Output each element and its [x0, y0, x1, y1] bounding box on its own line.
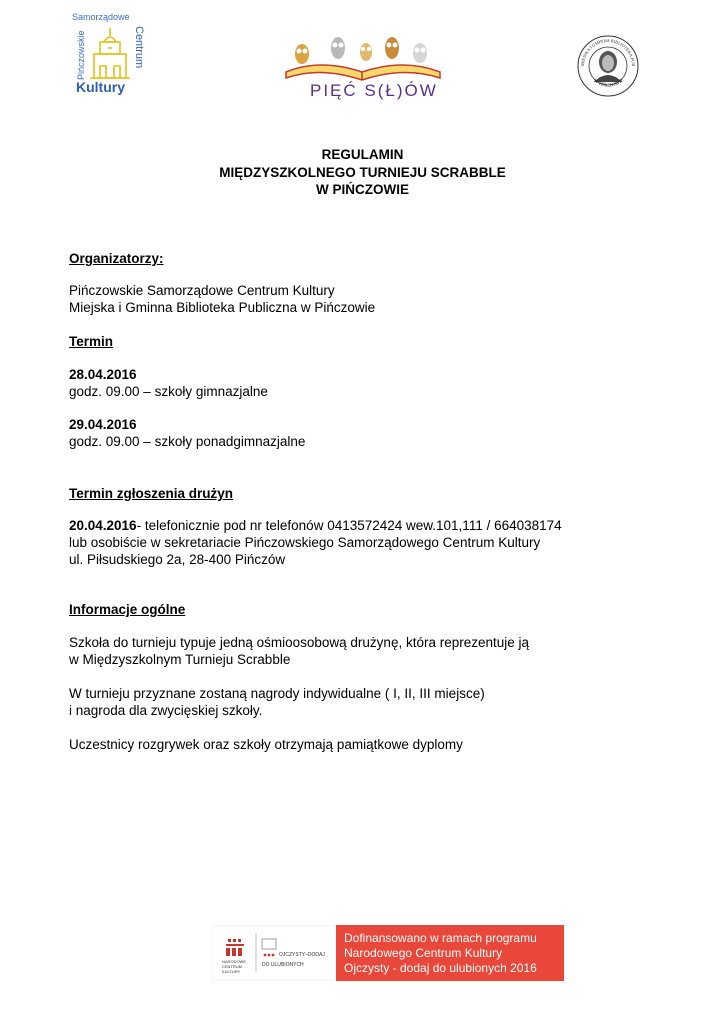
ojczysty-label-1: OJCZYSTY–DODAJ: [279, 952, 325, 958]
organizers-heading: Organizatorzy:: [69, 251, 164, 266]
logo-text-pinczowskie: Pińczowskie: [76, 30, 86, 80]
general-p1-line-2: w Międzyszkolnym Turnieju Scrabble: [69, 652, 291, 667]
logo-text-centrum: Centrum: [133, 26, 145, 69]
term-desc-2: godz. 09.00 – szkoły ponadgimnazjalne: [69, 434, 306, 449]
funding-banner: [212, 925, 564, 981]
term-heading: Termin: [69, 334, 114, 349]
title-line-2: MIĘDZYSZKOLNEGO TURNIEJU SCRABBLE: [219, 165, 506, 180]
general-p1-line-1: Szkoła do turnieju typuje jedną ośmioosobową drużynę, która reprezentuje ją: [69, 635, 530, 650]
title-line-3: W PIŃCZOWIE: [316, 182, 409, 197]
stamp-text-top: MIEJSKA I GMINNA BIBLIOTEKA PUB: [579, 37, 637, 67]
organizer-2: Miejska i Gminna Biblioteka Publiczna w Pińczowie: [69, 300, 376, 315]
funding-line-1: Dofinansowano w ramach programu: [344, 931, 537, 945]
logo-text-piec-slow: PIĘĆ S(Ł)ÓW: [310, 81, 438, 100]
registration-address: ul. Piłsudskiego 2a, 28-400 Pińczów: [69, 552, 286, 567]
registration-phone-text: - telefonicznie pod nr telefonów 0413572424 wew.101,111 / 664038174: [136, 518, 562, 533]
registration-date: 20.04.2016: [69, 518, 137, 533]
piec-slow-logo: [280, 28, 445, 100]
general-info-heading: Informacje ogólne: [69, 602, 186, 617]
registration-heading: Termin zgłoszenia drużyn: [69, 486, 234, 501]
library-stamp-logo: [576, 34, 640, 98]
title-line-1: REGULAMIN: [321, 147, 404, 162]
organizer-1: Pińczowskie Samorządowe Centrum Kultury: [69, 283, 335, 298]
term-desc-1: godz. 09.00 – szkoły gimnazjalne: [69, 384, 268, 399]
term-date-2: 29.04.2016: [69, 417, 137, 432]
registration-line-1: [69, 517, 562, 534]
nck-label-1: NARODOWE: [222, 959, 246, 964]
pinczow-culture-center-logo: [70, 8, 150, 96]
funding-line-2: Narodowego Centrum Kultury: [344, 946, 503, 960]
ojczysty-label-2: DO ULUBIONYCH: [262, 962, 304, 968]
registration-line-2: lub osobiście w sekretariacie Pińczowskiego Samorządowego Centrum Kultury: [69, 535, 541, 550]
general-p2-line-2: i nagroda dla zwycięskiej szkoły.: [69, 703, 263, 718]
general-p2-line-1: W turnieju przyznane zostaną nagrody indywidualne ( I, II, III miejsce): [69, 686, 485, 701]
stamp-text-bottom: W PIŃCZOWIE: [592, 78, 626, 89]
logo-text-kultury: Kultury: [76, 79, 125, 95]
logo-text-samorzadowe: Samorządowe: [72, 12, 130, 22]
nck-label-3: KULTURY: [222, 969, 241, 974]
term-date-1: 28.04.2016: [69, 367, 137, 382]
funding-line-3: Ojczysty - dodaj do ulubionych 2016: [344, 961, 537, 975]
nck-label-2: CENTRUM: [222, 964, 242, 969]
general-p3: Uczestnicy rozgrywek oraz szkoły otrzymają pamiątkowe dyplomy: [69, 737, 463, 752]
